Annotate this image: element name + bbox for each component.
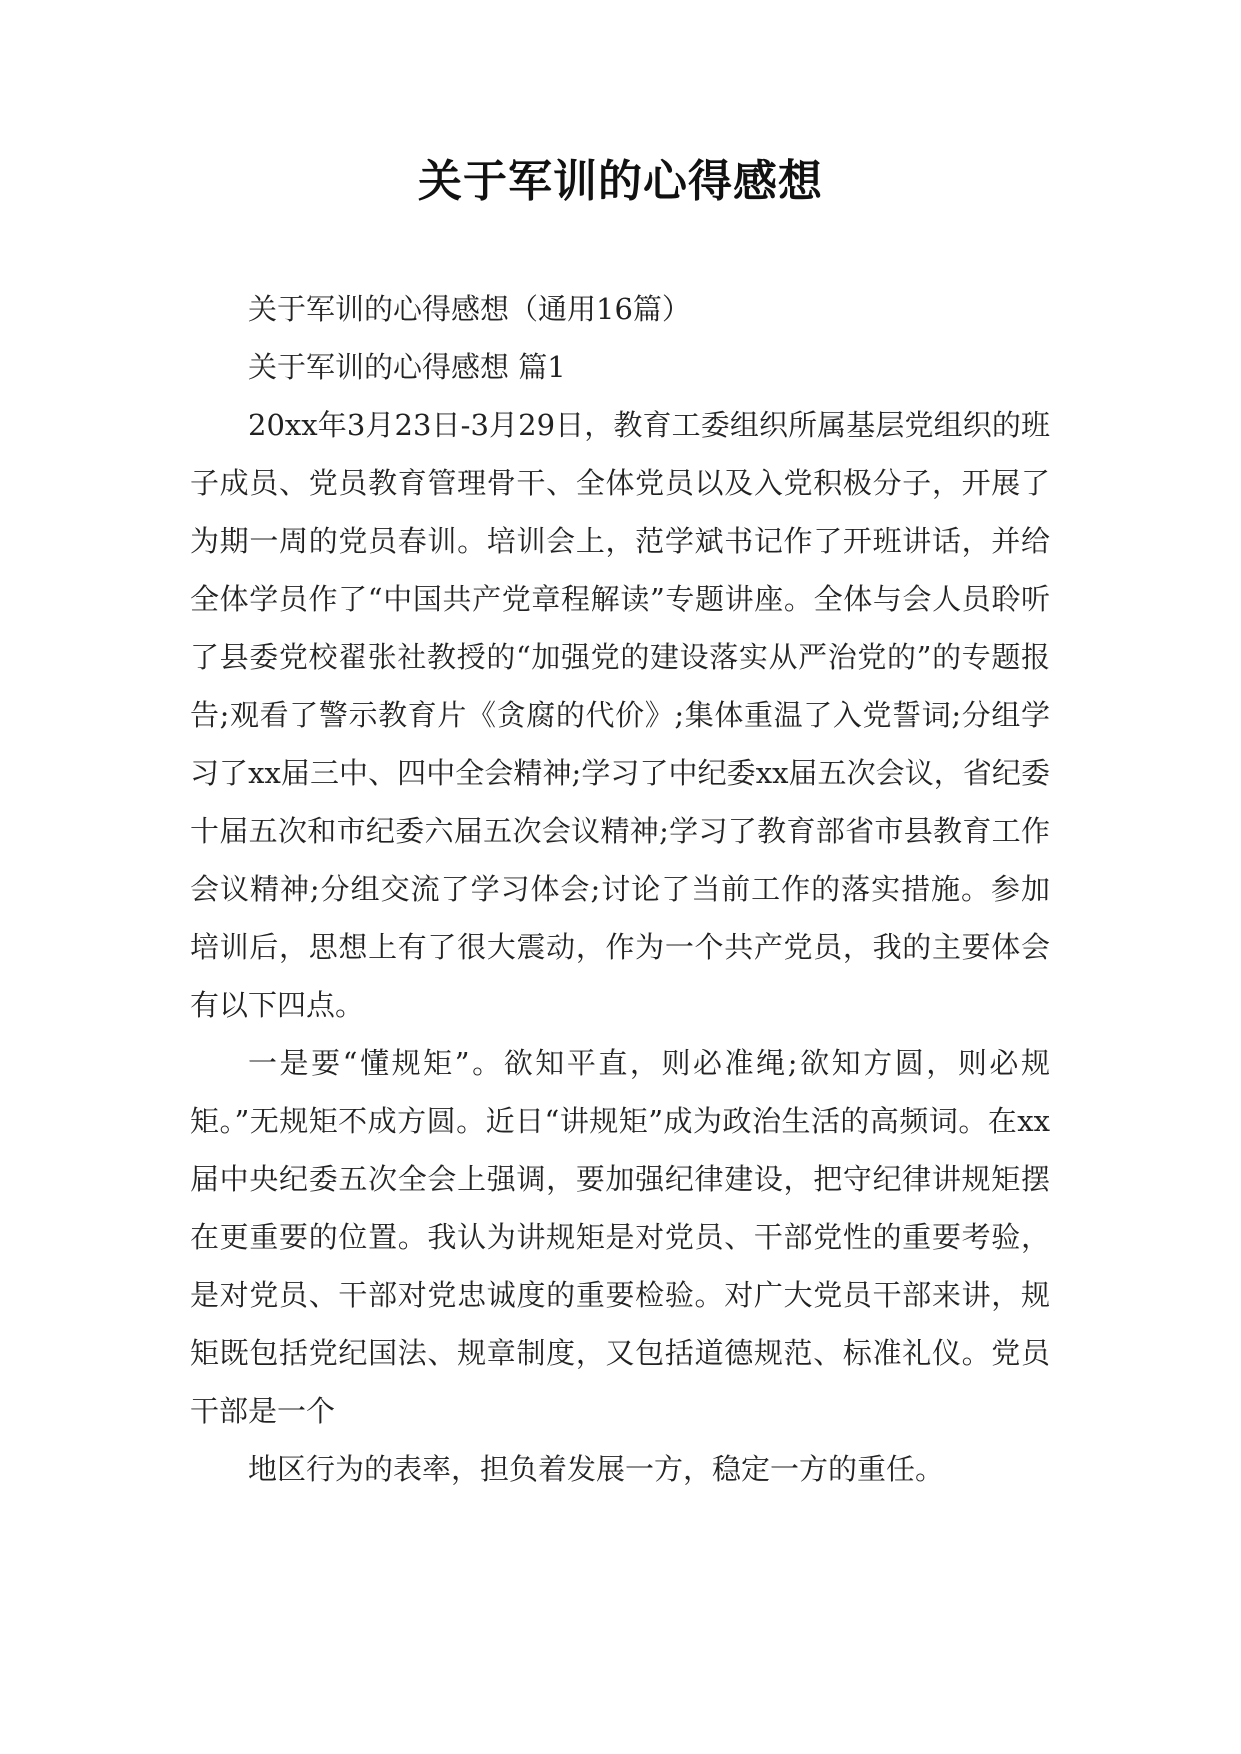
paragraph: 地区行为的表率，担负着发展一方，稳定一方的重任。	[248, 1452, 945, 1486]
paragraph: 20xx年3月23日-3月29日，教育工委组织所属基层党组织的班子成员、党员教育管理骨干、全体党员以及入党积极分子，开展了为期一周的党员春训。培训会上，范学斌书记作了开班讲话，并给全体学员作了“中国共产党章程解读”专题讲座。全体与会人员聆听了县委党校翟张社教授的“加强党的建设落实从严治党的”的专题报告;观看了警示教育片《贪腐的代价》;集体重温了入党誓词;分组学习了xx届三中、四中全会精神;学习了中纪委xx届五次会议，省纪委十届五次和市纪委六届五次会议精神;学习了教育部省市县教育工作会议精神;分组交流了学习体会;讨论了当前工作的落实措施。参加培训后，思想上有了很大震动，作为一个共产党员，我的主要体会有以下四点。	[190, 408, 1050, 1022]
document-body	[190, 280, 1050, 1498]
paragraph: 一是要“懂规矩”。欲知平直，则必准绳;欲知方圆，则必规矩。”无规矩不成方圆。近日“讲规矩”成为政治生活的高频词。在xx届中央纪委五次全会上强调，要加强纪律建设，把守纪律讲规矩摆在更重要的位置。我认为讲规矩是对党员、干部党性的重要考验，是对党员、干部对党忠诚度的重要检验。对广大党员干部来讲，规矩既包括党纪国法、规章制度，又包括道德规范、标准礼仪。党员干部是一个	[190, 1046, 1050, 1428]
section-heading: 关于军训的心得感想 篇1	[248, 350, 566, 384]
document-title: 关于军训的心得感想	[418, 156, 823, 207]
document-subtitle: 关于军训的心得感想（通用16篇）	[248, 292, 691, 326]
